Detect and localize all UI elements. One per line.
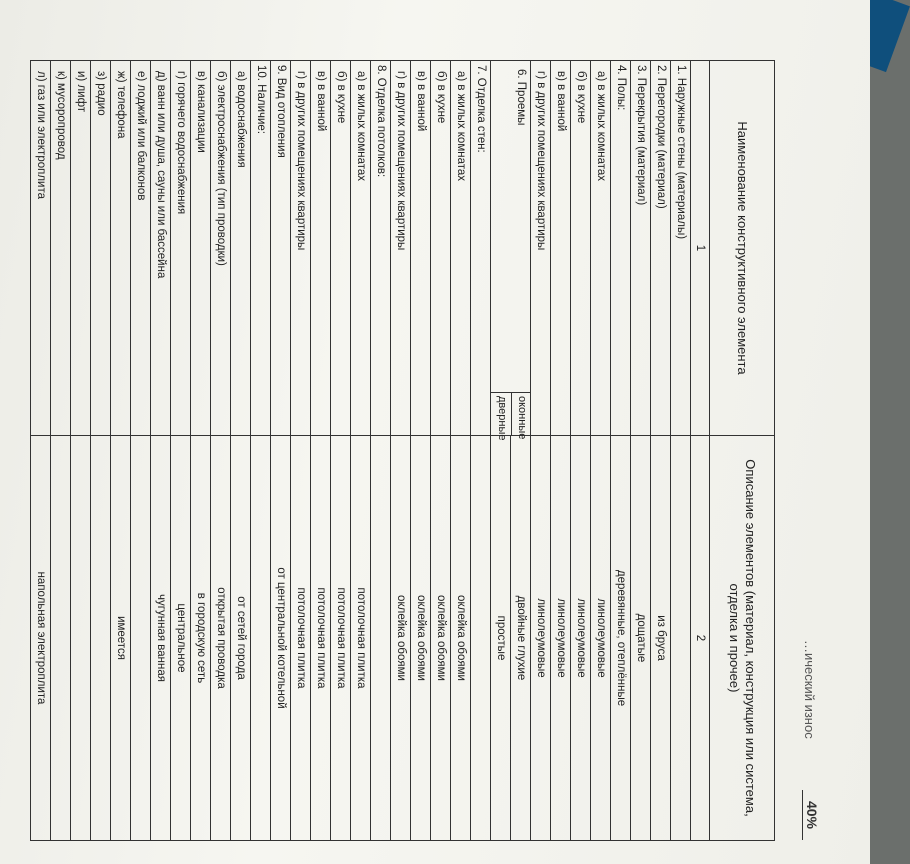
wear-label: …ический износ (802, 640, 817, 739)
element-desc (131, 436, 151, 841)
element-name: 10. Наличие: (251, 61, 271, 436)
element-desc: линолеумовые (591, 436, 611, 841)
element-name: 4. Полы: (611, 61, 631, 436)
element-name (491, 61, 511, 441)
element-desc: простые (491, 436, 511, 841)
element-name: б) электроснабжения (тип проводки) (211, 61, 231, 436)
element-desc: оклейка обоями (391, 436, 411, 841)
element-desc (371, 436, 391, 841)
element-desc (71, 436, 91, 841)
column-number-row (691, 61, 710, 841)
element-desc: линолеумовые (571, 436, 591, 841)
element-desc: от сетей города (231, 436, 251, 841)
table-row (611, 61, 631, 841)
table-row (131, 61, 151, 841)
rotated-page (0, 30, 820, 850)
table-row (531, 61, 551, 841)
col1-header: Наименование конструктивного элемента (710, 61, 775, 436)
element-name: в) в ванной (411, 61, 431, 436)
element-desc (671, 436, 691, 841)
element-desc: в городскую сеть (191, 436, 211, 841)
wear-note (792, 640, 820, 850)
table-row (371, 61, 391, 841)
element-desc: оклейка обоями (411, 436, 431, 841)
element-name: в) в ванной (551, 61, 571, 436)
element-name: 9. Вид отопления (271, 61, 291, 436)
element-desc: центральное (171, 436, 191, 841)
element-name: и) лифт (71, 61, 91, 436)
wear-value: 40% (802, 790, 820, 840)
element-name: 8. Отделка потолков: (371, 61, 391, 436)
element-name: г) в других помещениях квартиры (291, 61, 311, 436)
col1-number: 1 (691, 61, 710, 436)
table-row (71, 61, 91, 841)
element-name: 1. Наружные стены (материалы) (671, 61, 691, 436)
element-name: а) водоснабжения (231, 61, 251, 436)
table-row (271, 61, 291, 841)
element-desc: из бруса (651, 436, 671, 841)
element-desc: чугунная ванная (151, 436, 171, 841)
element-name: г) горячего водоснабжения (171, 61, 191, 436)
table-row (91, 61, 111, 841)
openings-split (491, 392, 531, 441)
element-name: а) в жилых комнатах (351, 61, 371, 436)
table-row (651, 61, 671, 841)
table-row (391, 61, 411, 841)
element-desc (471, 436, 491, 841)
element-desc (251, 436, 271, 841)
element-name: г) в других помещениях квартиры (391, 61, 411, 436)
element-desc: дощатые (631, 436, 651, 841)
element-name: в) канализации (191, 61, 211, 436)
table-row (191, 61, 211, 841)
table-row (571, 61, 591, 841)
table-row (431, 61, 451, 841)
table-row (491, 61, 511, 841)
table-row (411, 61, 431, 841)
col2-header: Описание элементов (материал, конструкция или система, отделка и прочее) (710, 436, 775, 841)
element-name: в) в ванной (311, 61, 331, 436)
table-header-row (710, 61, 775, 841)
element-name: 7. Отделка стен: (471, 61, 491, 436)
element-desc: линолеумовые (531, 436, 551, 841)
table-row (311, 61, 331, 841)
element-name: 2. Перегородки (материал) (651, 61, 671, 436)
element-name: б) в кухне (431, 61, 451, 436)
table-row (471, 61, 491, 841)
element-desc: деревянные, отеплённые (611, 436, 631, 841)
table-row (351, 61, 371, 841)
element-desc: оклейка обоями (451, 436, 471, 841)
element-name: б) в кухне (331, 61, 351, 436)
element-desc: от центральной котельной (271, 436, 291, 841)
construction-elements-table (30, 60, 775, 841)
table-row (451, 61, 471, 841)
openings-door-label: дверные (495, 396, 508, 441)
element-desc: потолочная плитка (291, 436, 311, 841)
table-row (151, 61, 171, 841)
element-desc (91, 436, 111, 841)
element-desc: линолеумовые (551, 436, 571, 841)
table-row (251, 61, 271, 841)
element-name: к) мусоропровод (51, 61, 71, 436)
element-name: а) в жилых комнатах (591, 61, 611, 436)
openings-window-label: оконные (511, 393, 531, 435)
element-name: 3. Перекрытия (материал) (631, 61, 651, 436)
element-name: д) ванн или душа, сауны или бассейна (151, 61, 171, 436)
element-desc: оклейка обоями (431, 436, 451, 841)
element-desc: потолочная плитка (311, 436, 331, 841)
table-row (671, 61, 691, 841)
table-row (591, 61, 611, 841)
element-desc: напольная электроплита (31, 436, 51, 841)
col2-number: 2 (691, 436, 710, 841)
table-row (551, 61, 571, 841)
element-name: а) в жилых комнатах (451, 61, 471, 436)
element-desc (51, 436, 71, 841)
table-row (51, 61, 71, 841)
element-desc: имеется (111, 436, 131, 841)
table-row (231, 61, 251, 841)
element-name: л) газ или электроплита (31, 61, 51, 436)
element-name: 6. Проемы (514, 69, 527, 126)
element-name: б) в кухне (571, 61, 591, 436)
table-row (111, 61, 131, 841)
table-row (291, 61, 311, 841)
element-desc: потолочная плитка (331, 436, 351, 841)
table-row (511, 61, 531, 841)
table-row (331, 61, 351, 841)
table-row (211, 61, 231, 841)
element-desc: потолочная плитка (351, 436, 371, 841)
table-row (631, 61, 651, 841)
element-desc: открытая проводка (211, 436, 231, 841)
element-name: ж) телефона (111, 61, 131, 436)
table-row (171, 61, 191, 841)
table-row (31, 61, 51, 841)
element-name: е) лоджий или балконов (131, 61, 151, 436)
element-name: г) в других помещениях квартиры (531, 61, 551, 436)
element-name: з) радио (91, 61, 111, 436)
element-name-openings (495, 61, 531, 441)
element-desc: двойные глухие (511, 436, 531, 841)
